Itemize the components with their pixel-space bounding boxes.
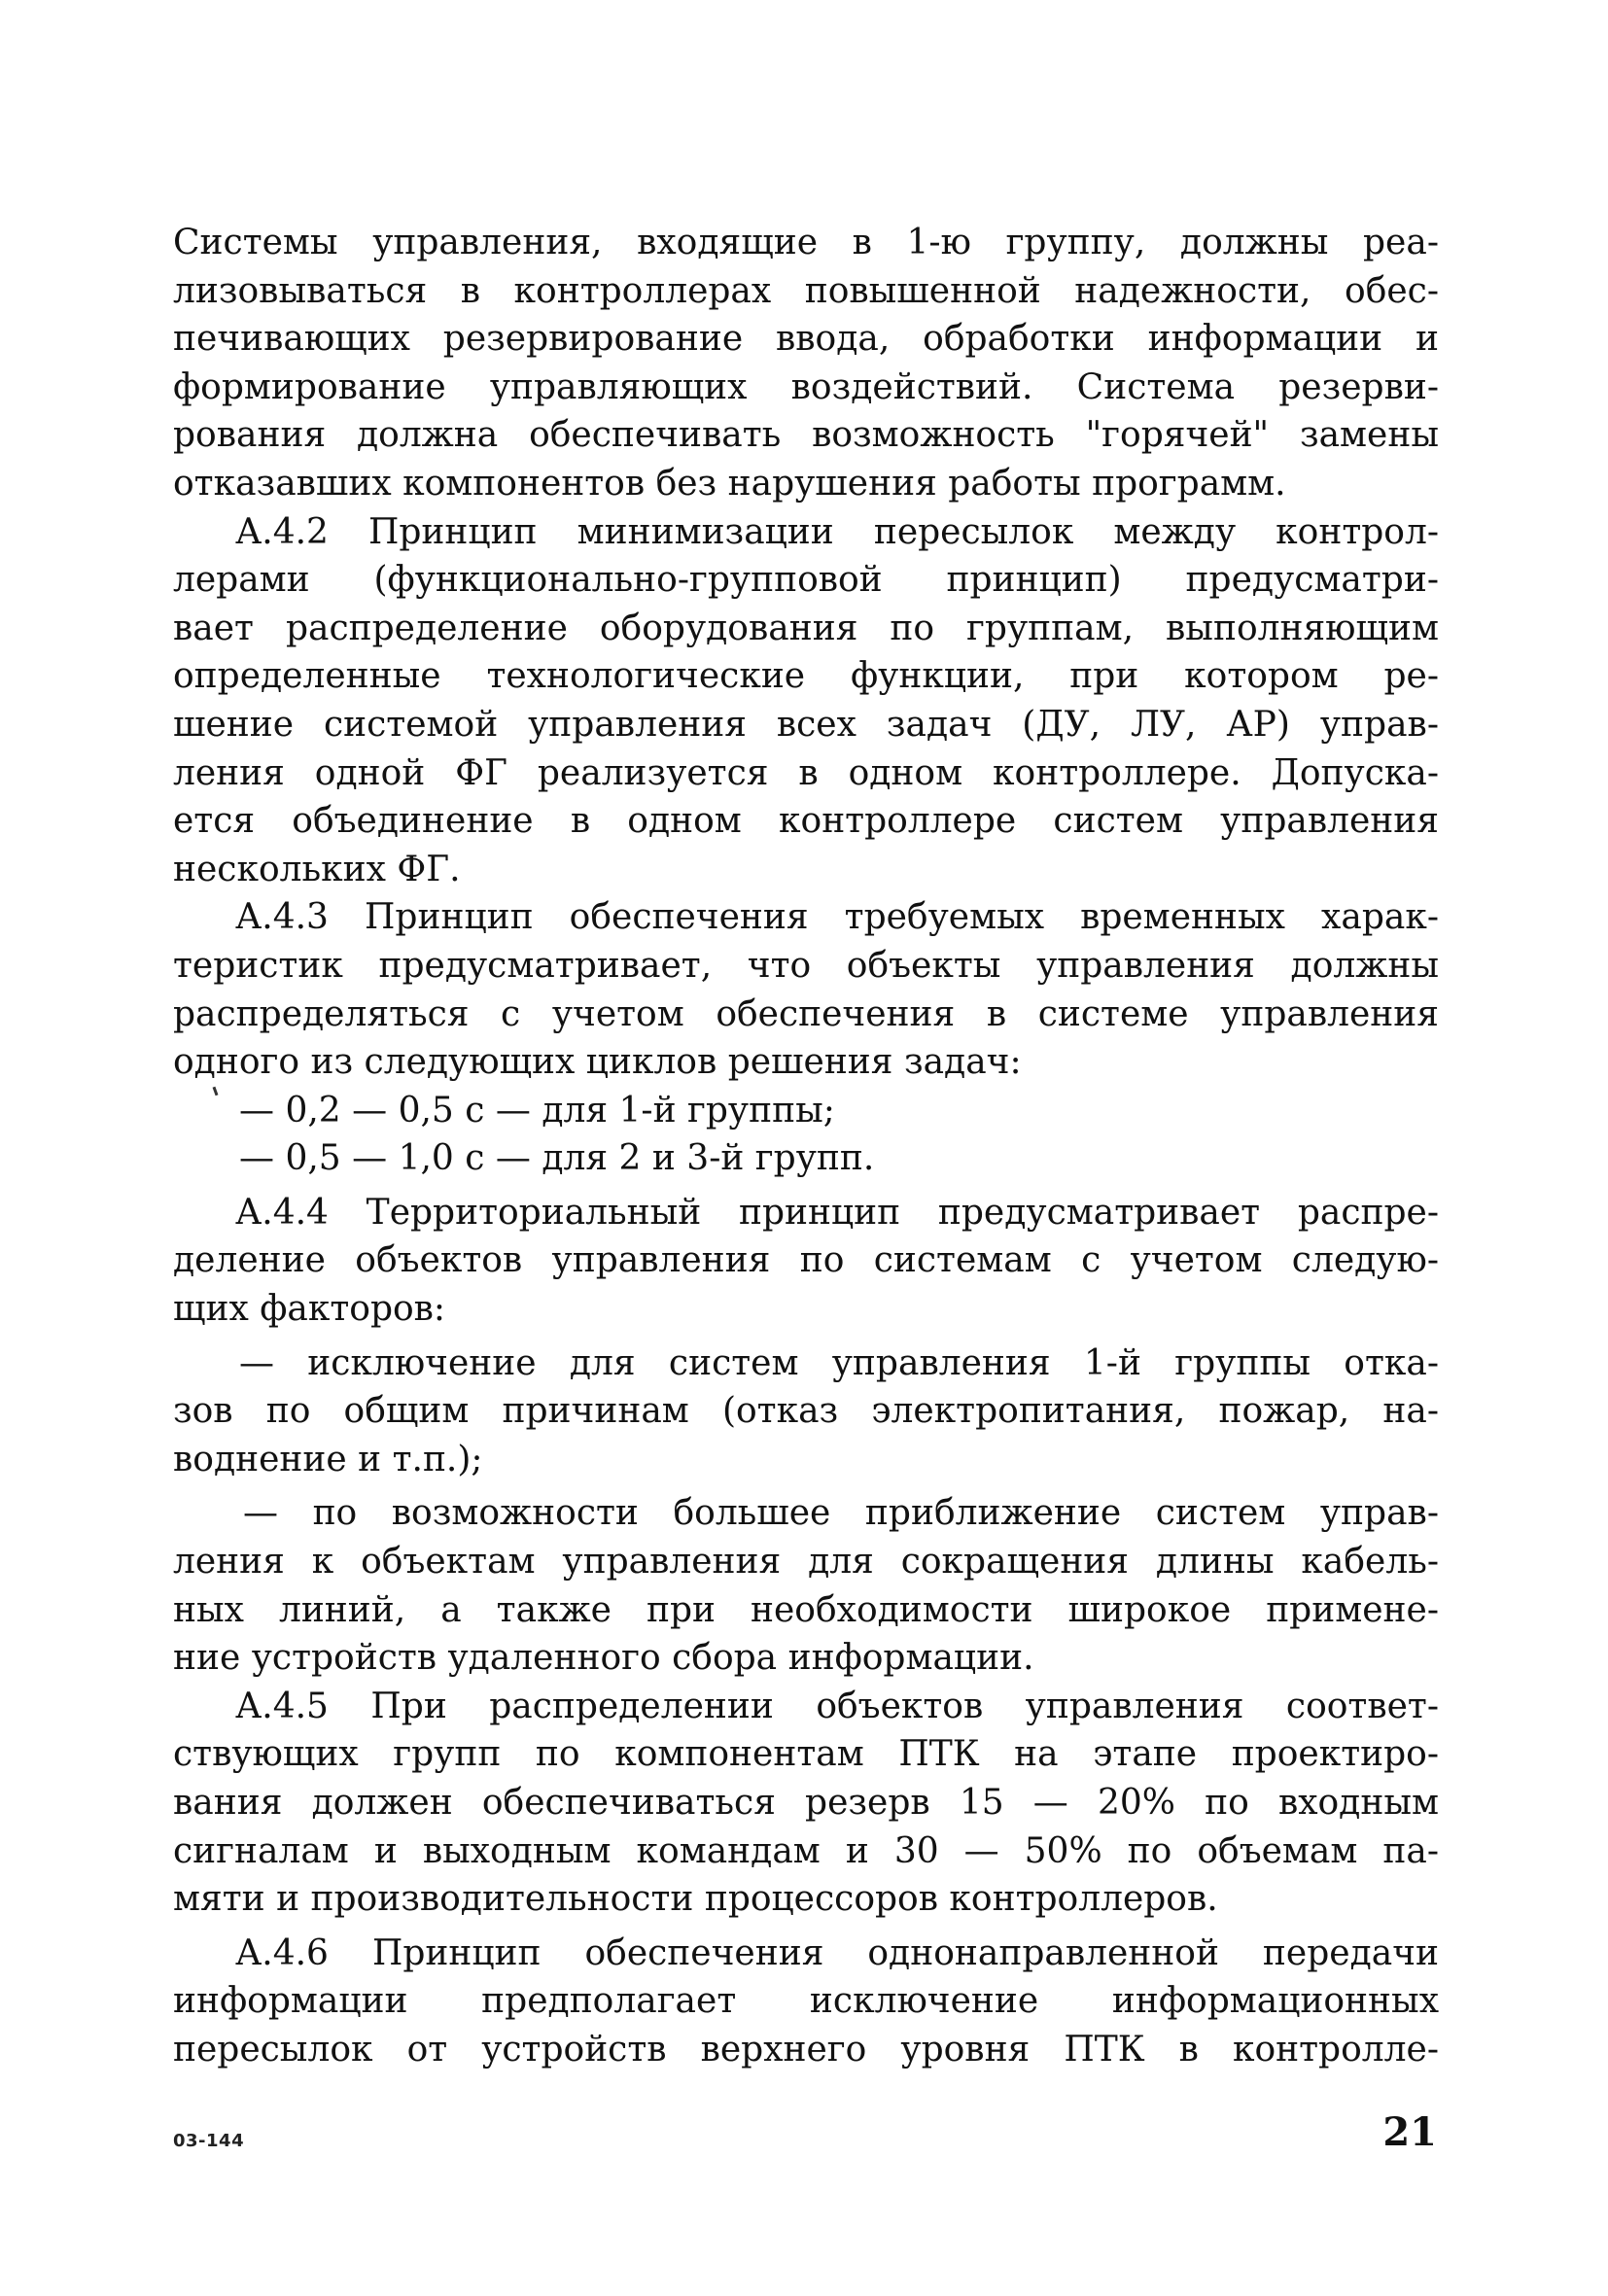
text-line: нескольких ФГ. bbox=[173, 849, 461, 889]
text-line: ствующих групп по компонентам ПТК на этапе проектиро- bbox=[173, 1734, 1439, 1775]
text-line: распределяться с учетом обеспечения в системе управления bbox=[173, 993, 1439, 1034]
list-item: — 0,5 — 1,0 с — для 2 и 3-й групп. bbox=[239, 1138, 875, 1179]
text-line: сигналам и выходным командам и 30 — 50% по объемам па- bbox=[173, 1830, 1439, 1871]
paragraph-a44-first-line: А.4.4 Территориальный принцип предусматривает распре- bbox=[235, 1192, 1439, 1233]
list-item: — по возможности большее приближение систем управ- bbox=[243, 1493, 1439, 1534]
text-line: теристик предусматривает, что объекты управления должны bbox=[173, 945, 1439, 986]
list-item: — исключение для систем управления 1-й группы отка- bbox=[239, 1342, 1439, 1383]
text-line: ется объединение в одном контроллере систем управления bbox=[173, 801, 1439, 842]
text-line: шение системой управления всех задач (ДУ, ЛУ, АР) управ- bbox=[173, 704, 1439, 745]
text-line: ления одной ФГ реализуется в одном контроллере. Допуска- bbox=[173, 752, 1439, 793]
text-line: мяти и производительности процессоров контроллеров. bbox=[173, 1879, 1218, 1920]
text-line: пересылок от устройств верхнего уровня ПТК в контролле- bbox=[173, 2029, 1439, 2070]
text-line: информации предполагает исключение информационных bbox=[173, 1981, 1439, 2022]
text-line: зов по общим причинам (отказ электропитания, пожар, на- bbox=[173, 1391, 1439, 1432]
paragraph-a43-first-line: А.4.3 Принцип обеспечения требуемых временных харак- bbox=[235, 897, 1439, 938]
paragraph-a46-first-line: А.4.6 Принцип обеспечения однонаправленной передачи bbox=[235, 1932, 1439, 1973]
list-item: — 0,2 — 0,5 с — для 1-й группы; bbox=[239, 1090, 835, 1131]
text-line: ние устройств удаленного сбора информации. bbox=[173, 1638, 1034, 1679]
text-line: ления к объектам управления для сокращения длины кабель- bbox=[173, 1542, 1439, 1583]
text-line: формирование управляющих воздействий. Система резерви- bbox=[173, 366, 1439, 407]
text-line: щих факторов: bbox=[173, 1289, 446, 1330]
paragraph-a45-first-line: А.4.5 При распределении объектов управления соответ- bbox=[235, 1686, 1439, 1726]
text-line: Системы управления, входящие в 1-ю группу, должны реа- bbox=[173, 223, 1439, 262]
text-line: одного из следующих циклов решения задач: bbox=[173, 1042, 1022, 1083]
text-line: печивающих резервирование ввода, обработки информации и bbox=[173, 319, 1439, 360]
text-line: ных линий, а также при необходимости широкое примене- bbox=[173, 1589, 1439, 1630]
text-line: определенные технологические функции, при котором ре- bbox=[173, 656, 1439, 697]
paragraph-a42-first-line: А.4.2 Принцип минимизации пересылок между контрол- bbox=[235, 511, 1439, 552]
text-line: лизовываться в контроллерах повышенной надежности, обес- bbox=[173, 270, 1439, 311]
text-line: лерами (функционально-групповой принцип) предусматри- bbox=[173, 560, 1439, 601]
text-line: вания должен обеспечиваться резерв 15 — 20% по входным bbox=[173, 1783, 1439, 1823]
body-text bbox=[173, 219, 1439, 2074]
text-line: рования должна обеспечивать возможность "горячей" замены bbox=[173, 415, 1439, 456]
text-line: деление объектов управления по системам с учетом следую- bbox=[173, 1240, 1439, 1281]
text-line: вает распределение оборудования по группам, выполняющим bbox=[173, 608, 1439, 648]
text-line: воднение и т.п.); bbox=[173, 1439, 483, 1479]
footer-code: 03-144 bbox=[173, 2131, 245, 2151]
text-line: отказавших компонентов без нарушения работы программ. bbox=[173, 463, 1286, 504]
page-number: 21 bbox=[1382, 2109, 1437, 2155]
